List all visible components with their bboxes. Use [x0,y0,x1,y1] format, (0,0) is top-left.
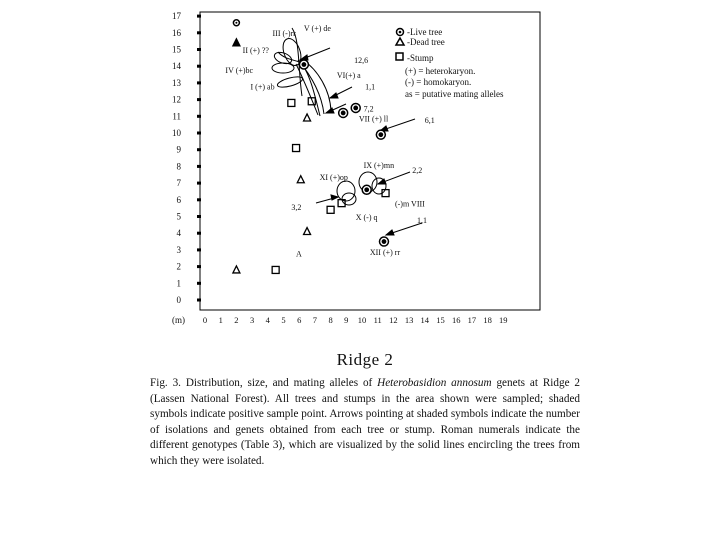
x-tick-label: 8 [328,315,333,325]
x-tick-label: 2 [234,315,239,325]
y-tick-mark [197,48,201,51]
x-tick-label: 15 [436,315,445,325]
y-tick-label: 10 [172,128,181,138]
x-tick-label: 1 [218,315,223,325]
y-tick-label: 0 [176,295,181,305]
y-tick-mark [197,299,201,302]
y-tick-label: 4 [176,228,181,239]
arrow-count-label: 7,2 [363,104,374,114]
y-tick-mark [197,115,201,118]
figure-subtitle: Ridge 2 [336,350,394,369]
y-tick-mark [197,282,201,285]
y-tick-mark [197,265,201,268]
x-tick-labels [203,315,508,325]
stump-point [272,266,279,273]
arrow-count-label: 3,2 [291,202,302,212]
figure-caption [150,376,580,470]
genet-label: IV (+)bc [225,65,254,75]
stump-point [288,99,295,106]
y-tick-label: 15 [172,44,181,55]
x-tick-label: 11 [373,315,382,325]
x-tick-label: 5 [281,315,286,325]
genet-label: VII (+) ll [358,114,389,124]
x-tick-label: 0 [202,315,208,325]
arrow-count-label: 2,2 [412,166,423,176]
arrow-count-label: 6,1 [424,115,435,125]
arrow-count-label: 12,6 [354,55,369,65]
y-tick-label: 3 [176,244,181,255]
x-tick-label: 4 [265,315,270,325]
genet-label: (-)m VIII [394,199,425,209]
dead-tree-point [233,266,240,273]
genet-label: XI (+)op [319,172,348,182]
x-tick-label: 6 [297,315,302,325]
y-tick-label: 11 [172,111,181,122]
y-tick-mark [197,132,201,135]
legend-live: -Live tree [407,27,443,37]
x-tick-label: 17 [467,315,477,325]
y-tick-label: 7 [176,178,181,189]
y-tick-label: 14 [172,61,181,72]
x-tick-label: 10 [357,315,367,325]
y-tick-mark [197,31,201,34]
legend-alleles: as = putative mating alleles [405,89,504,99]
y-tick-labels [172,11,182,305]
x-tick-label: 19 [499,315,508,325]
legend-stump-symbol [396,53,403,60]
y-tick-mark [197,165,201,168]
arrow-count-label: 1,1 [416,216,427,226]
y-tick-mark [197,215,201,218]
y-tick-mark [197,232,201,235]
genet-label: XII (+) rr [369,247,401,257]
live-tree-point [362,185,371,194]
y-tick-label: 17 [172,11,181,22]
x-tick-label: 18 [483,315,492,325]
live-tree-point [379,237,388,246]
y-tick-label: 16 [172,27,181,38]
legend-dead-symbol [396,38,404,45]
stump-point [293,145,300,152]
genet-label: III (-)rr [272,29,296,39]
y-tick-mark [197,148,201,151]
genet-label: V (+) de [303,24,331,34]
arrow-count-label: 1,1 [365,82,376,92]
live-tree-point [233,20,239,26]
y-tick-label: 6 [176,194,181,205]
y-tick-mark [197,81,201,84]
dead-tree-point [297,176,304,183]
legend-hetero: (+) = heterokaryon. [405,66,476,76]
caption-text-b: genets at Ridge 2 (Lassen National Forest). All trees and stumps in the area shown were sampled; shaded symbols indicate positive sample point. Arrows pointing at shaded symbols indicate the number of isolations and genets obtained from each tree or stump. Roman numerals indicate the different genotypes (Table 3), which are visualized by the solid lines encircling the trees from which they were isolated. [150,377,580,467]
y-tick-mark [197,198,201,201]
x-tick-label: 13 [404,315,414,325]
live-tree-point [376,130,385,139]
x-tick-label: 14 [420,315,430,325]
y-tick-label: 1 [176,278,181,289]
genet-label: A [296,249,302,259]
caption-text-a: Fig. 3. Distribution, size, and mating alleles of [150,377,378,389]
legend-dead: -Dead tree [407,37,445,47]
y-tick-mark [197,182,201,185]
y-tick-mark [197,98,201,101]
x-unit-label: (m) [172,315,185,325]
y-tick-label: 8 [176,161,181,172]
legend-homo: (-) = homokaryon. [405,77,472,87]
stump-point [327,206,334,213]
y-tick-label: 12 [172,94,181,105]
legend [396,27,504,99]
y-tick-label: 9 [176,144,181,155]
dead-tree-point [304,114,311,121]
y-tick-mark [197,65,201,68]
live-tree-point [299,60,308,69]
x-tick-label: 9 [344,315,349,325]
dead-tree-point [233,39,240,46]
y-tick-label: 5 [176,211,181,222]
y-tick-mark [197,248,201,251]
y-tick-mark [197,15,201,18]
genet-label: I (+) ab [250,82,275,92]
caption-species: Heterobasidion annosum [377,377,492,389]
genet-label: VI(+) a [336,70,361,80]
y-tick-label: 2 [176,261,181,272]
x-tick-label: 12 [389,315,398,325]
x-tick-label: 3 [249,315,255,325]
y-tick-label: 13 [172,77,181,88]
x-tick-label: 16 [451,315,461,325]
x-tick-label: 7 [312,315,318,325]
genet-label: X (-) q [355,212,378,222]
genet-label: II (+) ?? [242,45,269,55]
legend-stump: -Stump [407,53,434,63]
live-tree-point [351,103,360,112]
live-tree-point [339,108,348,117]
genet-labels [225,24,425,258]
dead-tree-point [304,228,311,235]
genet-label: IX (+)mn [363,161,395,171]
